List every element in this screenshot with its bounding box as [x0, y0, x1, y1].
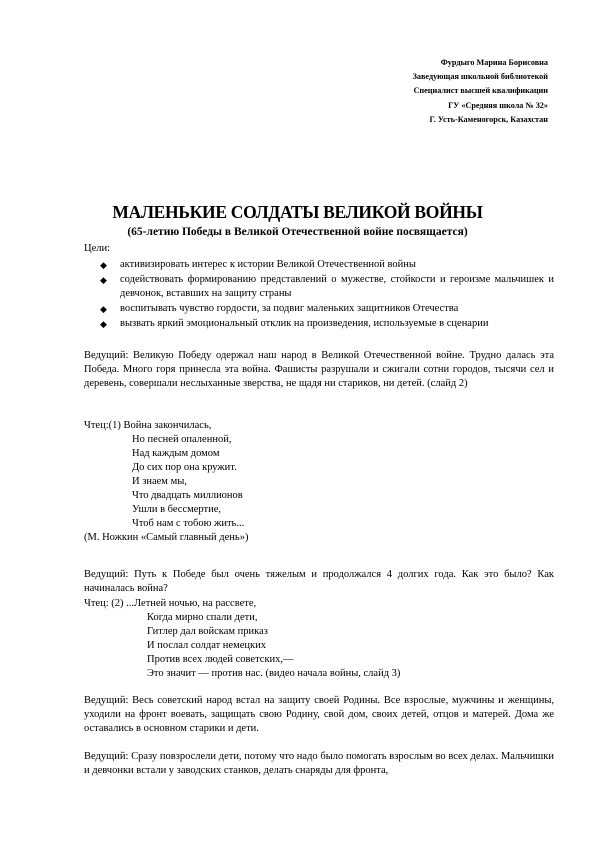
- poem-line: Это значит — против нас. (видео начала войны, слайд 3): [147, 668, 401, 679]
- poem-source: (М. Ножкин «Самый главный день»): [84, 532, 249, 543]
- author-block: [413, 56, 548, 127]
- goals-label: Цели:: [84, 243, 111, 254]
- paragraph-host-1: Ведущий: Великую Победу одержал наш народ в Великой Отечественной войне. Трудно далась эта Победа. Много горя принесла эта война. Фашисты разрушали и сжигали сотни городов, тысячи сел и деревень, совершали неслыханные зверства, не щадя ни стариков, ни детей. (слайд 2): [84, 350, 554, 389]
- goal-item: ◆ воспитывать чувство гордости, за подвиг маленьких защитников Отечества: [100, 303, 459, 314]
- poem-line: Гитлер дал войскам приказ: [147, 626, 268, 637]
- document-subtitle: (65-летию Победы в Великой Отечественной войне посвящается): [127, 226, 468, 238]
- poem-line: Чтец: (2) ...Летней ночью, на рассвете,: [84, 598, 257, 609]
- bullet-icon: ◆: [100, 304, 107, 314]
- poem-line: Чтец:(1) Война закончилась,: [84, 420, 212, 431]
- poem-line: И знаем мы,: [132, 476, 187, 487]
- poem-reader-1: [84, 419, 248, 545]
- poem-line: Что двадцать миллионов: [132, 490, 243, 501]
- author-school: ГУ «Средняя школа № 32»: [448, 100, 548, 110]
- poem-line: Но песней опаленной,: [132, 434, 232, 445]
- poem-line: Ушли в бессмертие,: [132, 504, 222, 515]
- poem-line: Когда мирно спали дети,: [147, 612, 258, 623]
- paragraph-host-3: Ведущий: Весь советский народ встал на защиту своей Родины. Все взрослые, мужчины и женщины, уходили на фронт воевать, защищать свою Родину, свой дом, своих детей, отцов и матерей. Дома же оставались в основном старики и дети.: [84, 695, 554, 734]
- poem-line: Против всех людей советских,—: [147, 654, 294, 665]
- bullet-icon: ◆: [100, 275, 107, 285]
- poem-reader-2: [84, 597, 400, 681]
- poem-line: Чтоб нам с тобою жить...: [132, 518, 245, 529]
- goal-item: ◆ вызвать яркий эмоциональный отклик на произведения, используемые в сценарии: [100, 318, 489, 329]
- bullet-icon: ◆: [100, 260, 107, 270]
- goals-list: [84, 258, 554, 332]
- paragraph-host-2: Ведущий: Путь к Победе был очень тяжелым и продолжался 4 долгих года. Как это было? Как начиналась война?: [84, 569, 554, 594]
- author-category: Специалист высшей квалификации: [413, 86, 548, 96]
- paragraph-host-4: Ведущий: Сразу повзрослели дети, потому что надо было помогать взрослым во всех делах. Мальчишки и девчонки встали у заводских станков, делать снаряды для фронта,: [84, 751, 554, 776]
- bullet-icon: ◆: [100, 319, 107, 329]
- poem-line: До сих пор она кружит.: [132, 462, 237, 473]
- author-position: Заведующая школьной библиотекой: [412, 72, 548, 82]
- goal-item: ◆ содействовать формированию представлений о мужестве, стойкости и героизме мальчишек и девчонок, вставших на защиту страны: [100, 274, 554, 299]
- poem-line: И послал солдат немецких: [147, 640, 266, 651]
- goal-item: ◆ активизировать интерес к истории Великой Отечественной войны: [100, 259, 416, 270]
- author-name: Фурдыго Марина Борисовна: [440, 58, 548, 67]
- author-city: Г. Усть-Каменогорск, Казахстан: [429, 114, 548, 124]
- document-title: МАЛЕНЬКИЕ СОЛДАТЫ ВЕЛИКОЙ ВОЙНЫ: [112, 202, 483, 222]
- poem-line: Над каждым домом: [132, 448, 220, 459]
